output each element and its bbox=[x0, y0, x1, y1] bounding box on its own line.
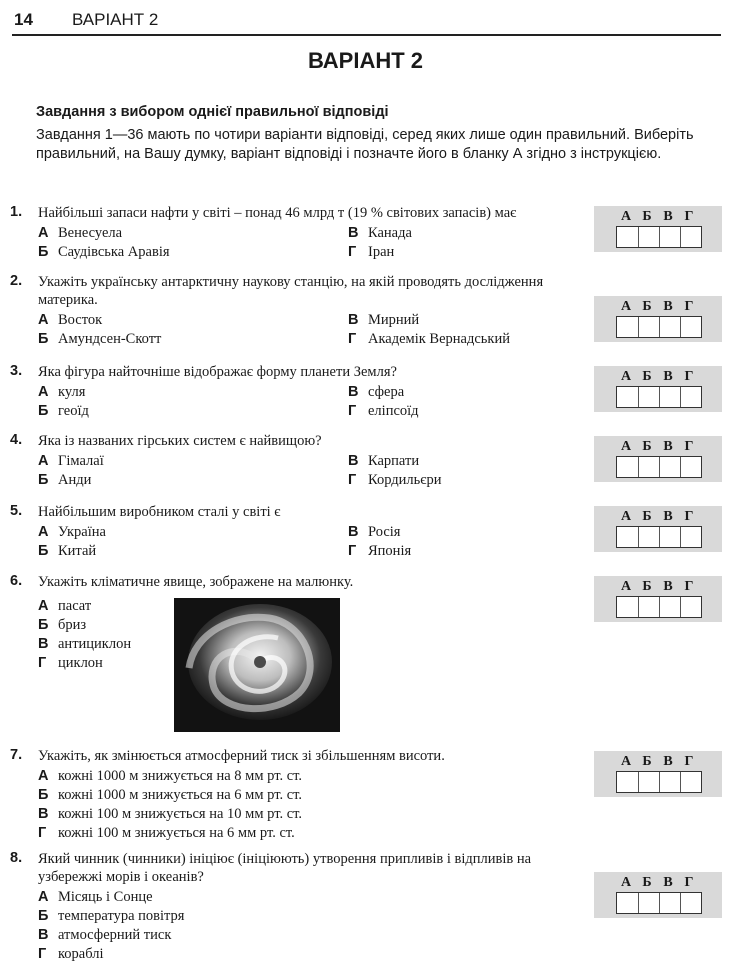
option-v: В Карпати bbox=[348, 453, 420, 469]
question-text: Найбільшим виробником сталі у світі є bbox=[38, 504, 281, 520]
option-b: Б бриз bbox=[38, 617, 87, 633]
option-b: Б Саудівська Аравія bbox=[38, 244, 170, 260]
option-a: А Венесуела bbox=[38, 225, 123, 241]
option-v: В антициклон bbox=[38, 636, 132, 652]
question-text: Найбільші запаси нафти у світі – понад 46 млрд т (19 % світових запасів) має bbox=[38, 205, 517, 221]
question-number: 4. bbox=[10, 432, 23, 448]
question-text: Укажіть кліматичне явище, зображене на малюнку. bbox=[38, 574, 354, 590]
page-title: ВАРІАНТ 2 bbox=[307, 48, 424, 73]
option-a: А Місяць і Сонце bbox=[38, 889, 153, 905]
option-b: Б кожні 1000 м знижується на 6 мм рт. ст. bbox=[38, 787, 303, 803]
answer-box-2[interactable]: А Б В Г bbox=[594, 296, 722, 342]
question-4 bbox=[10, 432, 585, 490]
answer-box-5[interactable]: А Б В Г bbox=[594, 506, 722, 552]
question-text: Укажіть, як змінюється атмосферний тиск зі збільшенням висоти. bbox=[38, 748, 445, 764]
option-a: А Гімалаї bbox=[38, 453, 104, 469]
question-text: Який чинник (чинники) ініціює (ініціюють) утворення припливів і відпливів на узбережжі морів і океанів? bbox=[38, 851, 532, 885]
answer-box-4[interactable]: А Б В Г bbox=[594, 436, 722, 482]
option-a: А куля bbox=[38, 384, 86, 400]
option-g: Г Японія bbox=[348, 543, 412, 559]
option-g: Г Академік Вернадський bbox=[348, 331, 510, 347]
section-heading: Завдання з вибором однієї правильної відповіді bbox=[36, 104, 389, 120]
question-1 bbox=[10, 204, 585, 262]
question-text: Укажіть українську антарктичну наукову станцію, на якій проводять дослідження материка. bbox=[38, 274, 544, 308]
option-b: Б температура повітря bbox=[38, 908, 185, 924]
section-instructions: Завдання 1—36 мають по чотири варіанти відповіді, серед яких лише один правильний. Виберіть правильний, на Вашу думку, варіант відповіді і позначте його в бланку А згідно з інструкцією. bbox=[36, 127, 694, 162]
option-a: А Україна bbox=[38, 524, 106, 540]
option-g: Г еліпсоїд bbox=[348, 403, 419, 419]
option-g: Г Іран bbox=[348, 244, 395, 260]
question-number: 6. bbox=[10, 573, 23, 589]
option-b: Б Амундсен-Скотт bbox=[38, 331, 162, 347]
question-number: 2. bbox=[10, 273, 23, 289]
option-v: В Мирний bbox=[348, 312, 420, 328]
option-a: А пасат bbox=[38, 598, 92, 614]
answer-box-6[interactable]: А Б В Г bbox=[594, 576, 722, 622]
option-g: Г Кордильєри bbox=[348, 472, 442, 488]
answer-box-1[interactable]: А Б В Г bbox=[594, 206, 722, 252]
option-v: В атмосферний тиск bbox=[38, 927, 172, 943]
running-title: ВАРІАНТ 2 bbox=[72, 10, 159, 29]
question-2 bbox=[10, 273, 585, 349]
question-text: Яка фігура найточніше відображає форму планети Земля? bbox=[38, 364, 397, 380]
question-number: 8. bbox=[10, 850, 23, 866]
option-g: Г циклон bbox=[38, 655, 103, 671]
option-b: Б геоїд bbox=[38, 403, 89, 419]
option-v: В Канада bbox=[348, 225, 412, 241]
option-v: В сфера bbox=[348, 384, 405, 400]
page-number: 14 bbox=[14, 10, 33, 29]
question-5 bbox=[10, 503, 585, 561]
question-7 bbox=[10, 747, 585, 843]
question-text: Яка із названих гірських систем є найвищою? bbox=[38, 433, 322, 449]
page-header bbox=[12, 6, 721, 36]
option-a: А Восток bbox=[38, 312, 103, 328]
option-v: В кожні 100 м знижується на 10 мм рт. ст. bbox=[38, 806, 303, 822]
question-number: 5. bbox=[10, 503, 23, 519]
option-v: В Росія bbox=[348, 524, 401, 540]
answer-box-7[interactable]: А Б В Г bbox=[594, 751, 722, 797]
question-number: 3. bbox=[10, 363, 23, 379]
answer-box-3[interactable]: А Б В Г bbox=[594, 366, 722, 412]
question-number: 1. bbox=[10, 204, 23, 220]
answer-box-8[interactable]: А Б В Г bbox=[594, 872, 722, 918]
option-a: А кожні 1000 м знижується на 8 мм рт. ст. bbox=[38, 768, 303, 784]
option-g: Г кораблі bbox=[38, 946, 104, 962]
option-g: Г кожні 100 м знижується на 6 мм рт. ст. bbox=[38, 825, 295, 841]
question-3 bbox=[10, 363, 585, 421]
option-b: Б Китай bbox=[38, 543, 97, 559]
cyclone-satellite-image bbox=[174, 598, 340, 732]
question-8 bbox=[10, 850, 585, 964]
option-b: Б Анди bbox=[38, 472, 92, 488]
question-number: 7. bbox=[10, 747, 23, 763]
